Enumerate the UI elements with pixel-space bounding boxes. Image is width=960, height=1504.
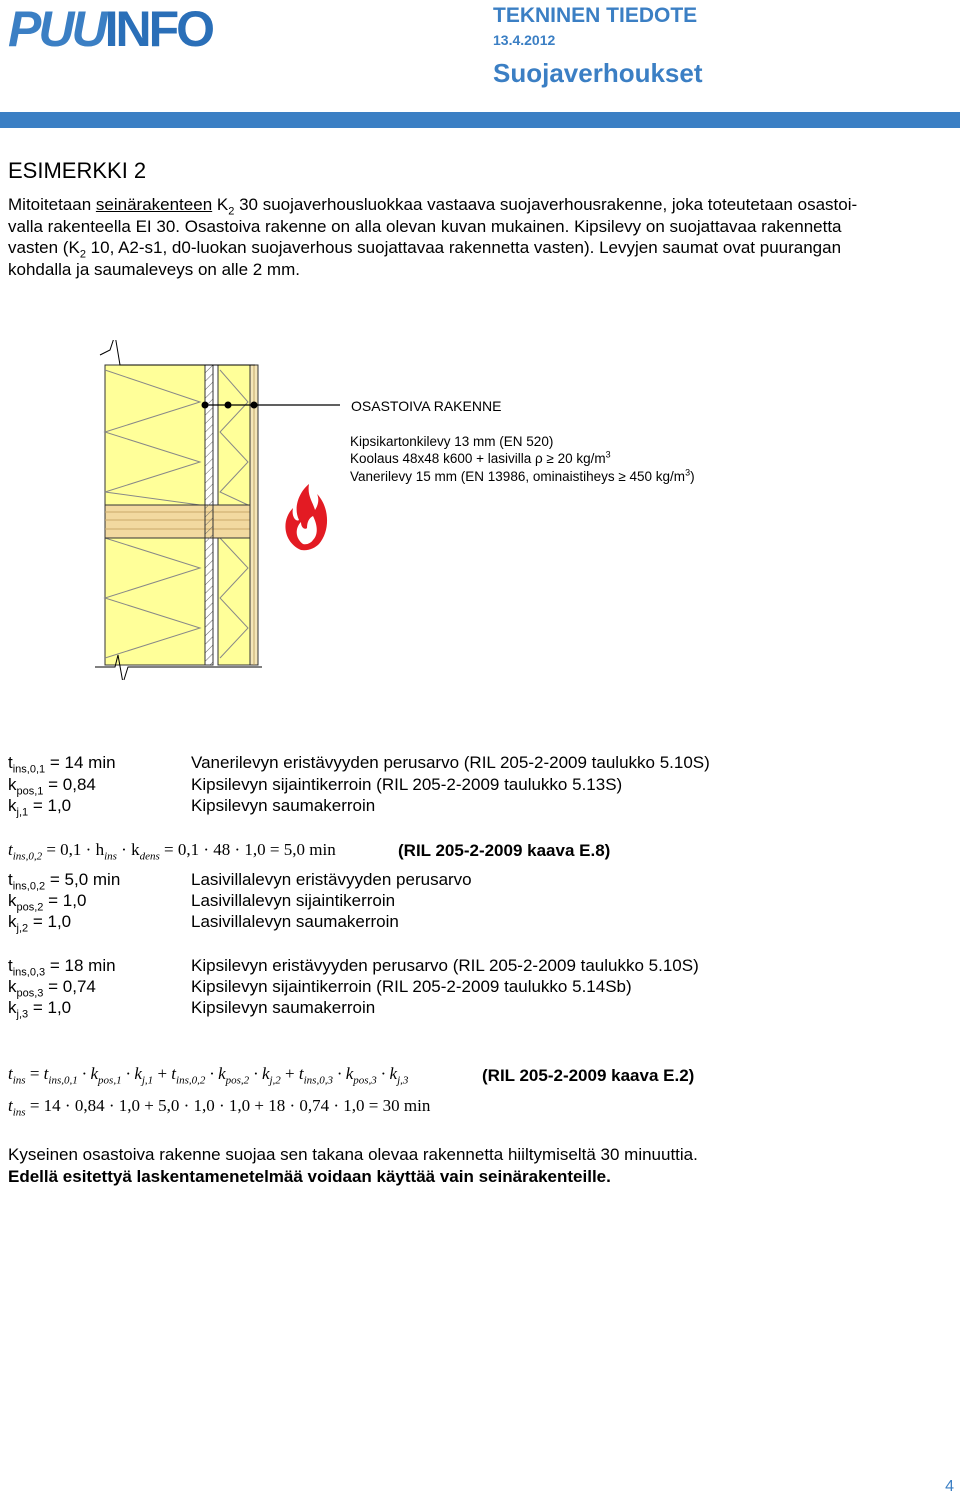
calc-desc-k-j-3: Kipsilevyn saumakerroin xyxy=(191,998,376,1017)
formula-e2: $t_{ins} = t_{ins,0,1} \cdot k_{pos,1} \cdot k_{j,1} + t_{ins,0,2} \cdot k_{pos,2} \cdot k_{j,2} + t_{ins,0,3} \cdot k_{pos,3} \cdot k_{j,3}$ xyxy=(8,1064,409,1087)
formula-e8-ref: (RIL 205-2-2009 kaava E.8) xyxy=(398,841,611,860)
figure-layer-1: Kipsikartonkilevy 13 mm (EN 520) xyxy=(350,434,554,449)
calc-desc-k-j-1: Kipsilevyn saumakerroin xyxy=(191,796,376,815)
document-category: TEKNINEN TIEDOTE xyxy=(493,4,698,27)
flame-icon xyxy=(285,484,327,550)
calc-row-k-pos-2: $k_{pos,2} = 1,0$ xyxy=(8,891,87,914)
formula-result: $t_{ins} = 14 \cdot 0,84 \cdot 1,0 + 5,0 \cdot 1,0 \cdot 1,0 + 18 \cdot 0,74 \cdot 1,0 = 30$ min xyxy=(8,1096,431,1119)
calc-row-k-pos-1: $k_{pos,1} = 0,84$ xyxy=(8,775,96,798)
calc-row-t-ins-0-2: $t_{ins,0,2} = 5,0$ min xyxy=(8,870,121,893)
document-date: 13.4.2012 xyxy=(493,32,556,48)
calc-row-k-j-3: $k_{j,3} = 1,0$ xyxy=(8,998,72,1021)
formula-e2-ref: (RIL 205-2-2009 kaava E.2) xyxy=(482,1066,695,1085)
calc-desc-k-pos-3: Kipsilevyn sijaintikerroin (RIL 205-2-2009 taulukko 5.14Sb) xyxy=(191,977,632,996)
document-title: Suojaverhoukset xyxy=(493,58,703,88)
gypsum-board xyxy=(205,365,213,665)
calc-row-t-ins-0-1: $t_{ins,0,1} = 14$ min xyxy=(8,753,116,776)
calc-desc-t-ins-0-2: Lasivillalevyn eristävyyden perusarvo xyxy=(191,870,472,889)
intro-paragraph: Mitoitetaan seinärakenteen $K_2$ 30 suojaverhousluokkaa vastaava suojaverhousrakenne, joka toteutetaan osastoi- valla rakenteella EI 30. Osastoiva rakenne on alla olevan kuvan mukainen. Kipsilevy on suojattavaa rakennetta vasten ($K_2$ 10, A2-s1, d0-luokan suojaverhous suojattavaa rakennetta vasten). Levyjen saumat ovat puurangan kohdalla ja saumaleveys on alle 2 mm. xyxy=(8,195,858,279)
calc-desc-t-ins-0-1: Vanerilevyn eristävyyden perusarvo (RIL 205-2-2009 taulukko 5.10S) xyxy=(191,753,710,772)
conclusion-line-2: Edellä esitettyä laskentamenetelmää voidaan käyttää vain seinärakenteille. xyxy=(8,1167,611,1186)
calc-desc-k-j-2: Lasivillalevyn saumakerroin xyxy=(191,912,399,931)
header-banner xyxy=(0,112,960,128)
formula-e8: $t_{ins,0,2} = 0,1 \cdot h_{ins} \cdot k_{dens} = 0,1 \cdot 48 \cdot 1,0 = 5,0$ min xyxy=(8,840,336,863)
figure-title: OSASTOIVA RAKENNE xyxy=(351,398,502,414)
section-title: ESIMERKKI 2 xyxy=(8,158,147,183)
wood-stud xyxy=(105,505,250,538)
calc-row-k-j-1: $k_{j,1} = 1,0$ xyxy=(8,796,72,819)
conclusion-line-1: Kyseinen osastoiva rakenne suojaa sen takana olevaa rakennetta hiiltymiseltä 30 minuuttia. xyxy=(8,1145,698,1164)
calc-row-k-pos-3: $k_{pos,3} = 0,74$ xyxy=(8,977,96,1000)
calc-desc-k-pos-2: Lasivillalevyn sijaintikerroin xyxy=(191,891,396,910)
page-number: 4 xyxy=(945,1478,954,1495)
calc-row-t-ins-0-3: $t_{ins,0,3} = 18$ min xyxy=(8,956,116,979)
calc-row-k-j-2: $k_{j,2} = 1,0$ xyxy=(8,912,72,935)
calc-desc-k-pos-1: Kipsilevyn sijaintikerroin (RIL 205-2-2009 taulukko 5.13S) xyxy=(191,775,623,794)
calc-desc-t-ins-0-3: Kipsilevyn eristävyyden perusarvo (RIL 205-2-2009 taulukko 5.10S) xyxy=(191,956,699,975)
figure-layer-2: Koolaus 48x48 k600 + lasivilla ρ ≥ 20 $kg/m^3$ xyxy=(350,449,611,466)
wall-structure-figure xyxy=(0,340,960,680)
puuinfo-logo: PUUINFO xyxy=(8,1,213,57)
figure-layer-3: Vanerilevy 15 mm (EN 13986, ominaistiheys ≥ 450 $kg/m^3$) xyxy=(350,467,695,484)
